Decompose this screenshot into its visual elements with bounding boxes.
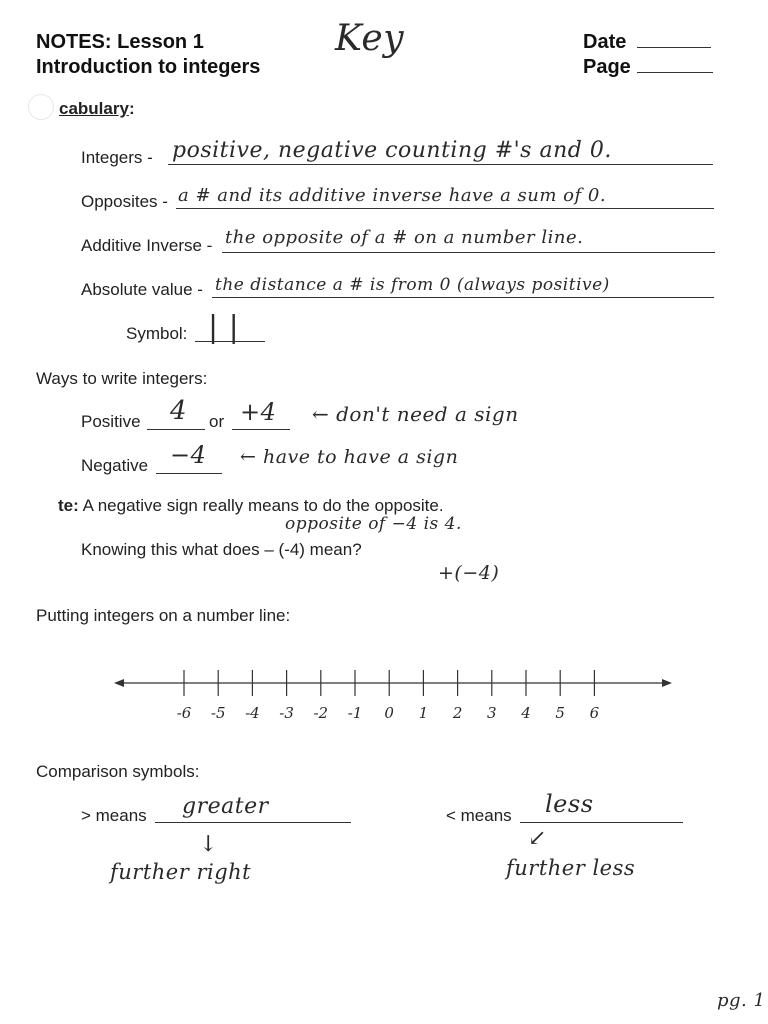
date-label: Date xyxy=(583,31,627,53)
positive-answer-1: 4 xyxy=(170,396,188,426)
symbol-label: Symbol: xyxy=(126,324,188,343)
less-answer: less xyxy=(545,790,594,818)
number-line-tick-label: -2 xyxy=(313,704,329,722)
greater-note: further right xyxy=(110,860,252,884)
less-note: further less xyxy=(506,856,636,880)
additive-inverse-answer: the opposite of a # on a number line. xyxy=(225,227,584,248)
page-blank xyxy=(637,72,713,73)
positive-line-1 xyxy=(147,429,205,430)
number-line-heading: Putting integers on a number line: xyxy=(36,606,291,625)
lesson-subtitle: Introduction to integers xyxy=(36,56,261,78)
or-label: or xyxy=(209,412,225,431)
positive-note: ← don't need a sign xyxy=(312,402,519,426)
number-line xyxy=(100,660,690,730)
number-line-tick-label: 4 xyxy=(521,704,531,722)
number-line-left-arrow xyxy=(114,679,124,687)
page-label: Page xyxy=(583,56,631,78)
opposites-answer: a # and its additive inverse have a sum of 0. xyxy=(178,185,607,206)
symbol-line xyxy=(195,341,265,342)
less-arrow-icon: ↙ xyxy=(528,826,547,851)
number-line-tick-label: -4 xyxy=(245,704,260,722)
absolute-value-symbol: | | xyxy=(208,310,240,345)
greater-label: > means xyxy=(81,806,147,825)
additive-inverse-term: Additive Inverse - xyxy=(81,236,213,255)
note-handwritten-answer: +(−4) xyxy=(438,562,500,584)
date-blank xyxy=(637,47,711,48)
number-line-tick-label: 3 xyxy=(487,704,497,722)
ways-heading: Ways to write integers: xyxy=(36,369,208,388)
integers-term: Integers - xyxy=(81,148,153,167)
key-handwritten: Key xyxy=(335,18,405,59)
absolute-value-term: Absolute value - xyxy=(81,280,203,299)
opposites-line xyxy=(176,208,714,209)
note-question: Knowing this what does – (-4) mean? xyxy=(81,540,362,559)
number-line-tick-label: 1 xyxy=(418,704,429,722)
number-line-tick-label: -1 xyxy=(347,704,363,722)
number-line-tick-label: -5 xyxy=(210,704,226,722)
positive-line-2 xyxy=(232,429,290,430)
negative-line xyxy=(156,473,222,474)
note-line: te: A negative sign really means to do the opposite. xyxy=(58,496,444,515)
integers-answer: positive, negative counting #'s and 0. xyxy=(172,138,612,163)
number-line-right-arrow xyxy=(662,679,672,687)
less-line xyxy=(520,822,683,823)
number-line-tick-label: 5 xyxy=(555,704,565,722)
opposites-term: Opposites - xyxy=(81,192,168,211)
opposite-handwritten-note: opposite of −4 is 4. xyxy=(285,514,462,534)
negative-label: Negative xyxy=(81,456,149,475)
less-label: < means xyxy=(446,806,512,825)
positive-label: Positive xyxy=(81,412,141,431)
lesson-title: NOTES: Lesson 1 xyxy=(36,31,204,53)
absolute-value-answer: the distance a # is from 0 (always positive) xyxy=(215,275,610,295)
page-number: pg. 1 xyxy=(717,990,766,1011)
positive-answer-2: +4 xyxy=(240,398,277,426)
number-line-tick-label: -6 xyxy=(176,704,192,722)
greater-arrow-icon: ↓ xyxy=(199,832,218,857)
greater-line xyxy=(155,822,351,823)
additive-inverse-line xyxy=(222,252,715,253)
number-line-tick-label: -3 xyxy=(279,704,294,722)
hole-punch-mark xyxy=(28,94,54,120)
vocabulary-heading: cabulary: xyxy=(59,99,135,118)
negative-note: ← have to have a sign xyxy=(240,446,459,468)
number-line-tick-label: 6 xyxy=(589,704,600,722)
integers-line xyxy=(168,164,713,165)
number-line-tick-label: 2 xyxy=(452,704,463,722)
number-line-tick-label: 0 xyxy=(384,704,394,722)
greater-answer: greater xyxy=(182,794,269,819)
absolute-value-line xyxy=(212,297,714,298)
comparison-heading: Comparison symbols: xyxy=(36,762,200,781)
negative-answer: −4 xyxy=(170,441,207,469)
